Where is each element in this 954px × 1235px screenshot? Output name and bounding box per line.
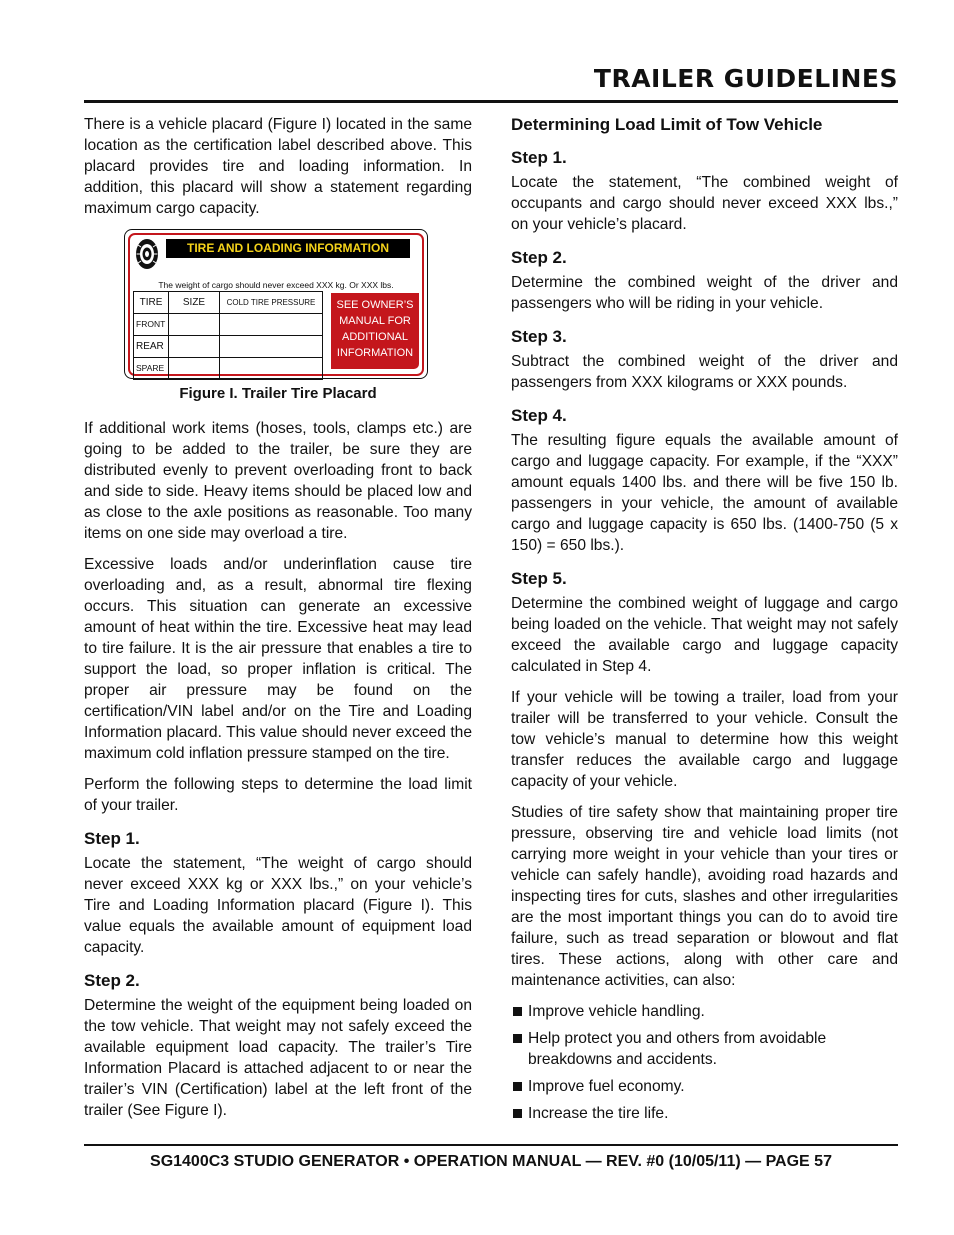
step-3-heading: Step 3. bbox=[511, 327, 567, 346]
table-cell bbox=[169, 314, 220, 336]
step-1-heading: Step 1. bbox=[511, 148, 567, 167]
row-label-front: FRONT bbox=[134, 314, 169, 336]
note-line: SEE OWNER’S bbox=[336, 299, 414, 311]
step-2-text: Determine the combined weight of the driver and passengers who will be riding in your vehicle. bbox=[511, 274, 898, 312]
column-header-pressure: COLD TIRE PRESSURE bbox=[220, 292, 323, 314]
table-cell bbox=[169, 358, 220, 380]
row-label-rear: REAR bbox=[134, 336, 169, 358]
note-line: INFORMATION bbox=[336, 347, 414, 359]
step-1-text: Locate the statement, “The weight of cargo should never exceed XXX kg or XXX lbs.,” on your vehicle’s Tire and Loading Information placard (Figure I). This value equals the available amount of equipment load capacity. bbox=[84, 855, 472, 956]
row-label-spare: SPARE bbox=[134, 358, 169, 380]
column-header-size: SIZE bbox=[169, 292, 220, 314]
list-item-text: Help protect you and others from avoidable breakdowns and accidents. bbox=[528, 1030, 827, 1068]
step-5-text: Determine the combined weight of luggage and cargo being loaded on the vehicle. That weight may not safely exceed the available cargo and luggage capacity calculated in Step 4. bbox=[511, 595, 898, 675]
right-column bbox=[511, 114, 898, 1130]
step-5-heading: Step 5. bbox=[511, 569, 567, 588]
table-row bbox=[134, 314, 323, 336]
step-1-text: Locate the statement, “The combined weight of occupants and cargo should never exceed XXX lbs.,” on your vehicle’s placard. bbox=[511, 174, 898, 233]
tire-icon bbox=[134, 237, 160, 271]
intro-paragraph: There is a vehicle placard (Figure I) located in the same location as the certification label described above. This placard provides tire and loading information. In addition, this placard will show a statement regarding maximum cargo capacity. bbox=[84, 116, 472, 217]
square-bullet-icon bbox=[513, 1082, 522, 1091]
header-rule bbox=[84, 100, 898, 103]
table-cell bbox=[169, 336, 220, 358]
list-item-text: Increase the tire life. bbox=[528, 1105, 669, 1122]
perform-steps-paragraph: Perform the following steps to determine the load limit of your trailer. bbox=[84, 776, 472, 814]
list-item bbox=[511, 1076, 898, 1097]
excessive-loads-paragraph: Excessive loads and/or underinflation cause tire overloading and, as a result, abnormal tire flexing occurs. This situation can generate an excessive amount of heat within the tire. Excessive heat may lead to tire failure. It is the air pressure that enables a tire to support the load, so proper inflation is critical. The proper air pressure may be found on the certification/VIN label and/or on the Tire and Loading Information placard. This value should never exceed the maximum cold inflation pressure stamped on the tire. bbox=[84, 556, 472, 762]
note-line: ADDITIONAL bbox=[341, 331, 408, 343]
step-2-heading: Step 2. bbox=[511, 248, 567, 267]
note-line: MANUAL FOR bbox=[339, 315, 411, 327]
placard-border bbox=[128, 233, 424, 376]
placard-statement: The weight of cargo should never exceed XXX kg. Or XXX lbs. bbox=[158, 280, 394, 290]
step-4-heading: Step 4. bbox=[511, 406, 567, 425]
square-bullet-icon bbox=[513, 1034, 522, 1043]
table-row bbox=[134, 336, 323, 358]
figure-caption: Figure I. Trailer Tire Placard bbox=[179, 385, 377, 402]
table-row bbox=[134, 358, 323, 380]
step-4-text: The resulting figure equals the available amount of cargo and luggage capacity. For example, if the “XXX” amount equals 1400 lbs. and there will be five 150 lb. passengers in your vehicle, the amount of available cargo and luggage capacity is 650 lbs. (1400-750 (5 x 150) = 650 lbs.). bbox=[511, 432, 898, 554]
square-bullet-icon bbox=[513, 1109, 522, 1118]
placard-header: TIRE AND LOADING INFORMATION bbox=[166, 239, 410, 258]
list-item-text: Improve fuel economy. bbox=[528, 1078, 685, 1095]
towing-paragraph: If your vehicle will be towing a trailer, load from your trailer will be transferred to your vehicle. Consult the tow vehicle’s manual to determine how this weight transfer reduces the available cargo and luggage capacity of your vehicle. bbox=[511, 689, 898, 790]
table-row bbox=[134, 292, 323, 314]
list-item bbox=[511, 1103, 898, 1124]
table-cell bbox=[220, 336, 323, 358]
table-cell bbox=[220, 314, 323, 336]
placard-owner-note bbox=[331, 293, 419, 369]
studies-paragraph: Studies of tire safety show that maintaining proper tire pressure, observing tire and vehicle load limits (not carrying more weight in your vehicle than your tires or vehicle can safely handle), avoiding road hazards and inspecting tires for cuts, slashes and other irregularities are the most important things you can do to avoid tire failure, such as tread separation or blowout and flat tires. These actions, along with other care and maintenance activities, can also: bbox=[511, 804, 898, 989]
work-items-paragraph: If additional work items (hoses, tools, clamps etc.) are going to be added to the trailer, be sure they are distributed evenly to prevent overloading front to back and side to side. Heavy items should be placed low and as close to the axle positions as reasonable. Too many items on one side may overload a tire. bbox=[84, 420, 472, 542]
page-footer: SG1400C3 STUDIO GENERATOR • OPERATION MANUAL — REV. #0 (10/05/11) — PAGE 57 bbox=[150, 1153, 832, 1170]
page-title: TRAILER GUIDELINES bbox=[593, 64, 898, 93]
step-2-text: Determine the weight of the equipment being loaded on the tow vehicle. That weight may not safely exceed the available equipment load capacity. The trailer’s Tire Information Placard is attached adjacent to or near the trailer’s VIN (Certification) label at the left front of the trailer (See Figure I). bbox=[84, 997, 472, 1119]
footer-rule bbox=[84, 1144, 898, 1146]
section-heading: Determining Load Limit of Tow Vehicle bbox=[511, 115, 823, 134]
benefits-list bbox=[511, 1001, 898, 1124]
column-header-tire: TIRE bbox=[134, 292, 169, 314]
list-item bbox=[511, 1028, 898, 1070]
list-item bbox=[511, 1001, 898, 1022]
square-bullet-icon bbox=[513, 1007, 522, 1016]
tire-placard-figure bbox=[124, 229, 428, 379]
step-1-heading: Step 1. bbox=[84, 829, 140, 848]
step-3-text: Subtract the combined weight of the driver and passengers from XXX kilograms or XXX pounds. bbox=[511, 353, 898, 391]
placard-table bbox=[133, 291, 323, 380]
step-2-heading: Step 2. bbox=[84, 971, 140, 990]
table-cell bbox=[220, 358, 323, 380]
left-column bbox=[84, 114, 472, 1131]
list-item-text: Improve vehicle handling. bbox=[528, 1003, 705, 1020]
